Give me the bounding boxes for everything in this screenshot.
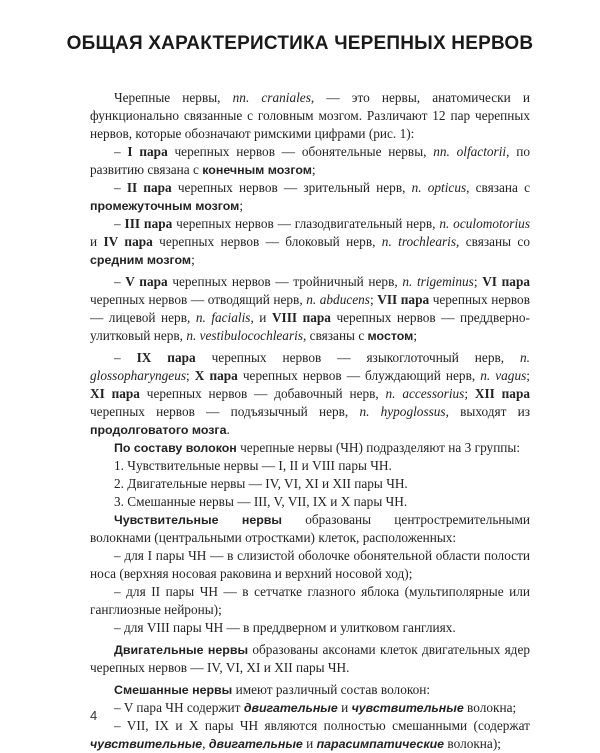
text-run: волокна); (444, 736, 501, 751)
text-run: n. vestibulocochlearis (186, 328, 304, 343)
text-run: n. opticus (411, 180, 467, 195)
text-run: чувствительные (351, 701, 464, 715)
text-run: ; (526, 368, 530, 383)
paragraph (90, 457, 530, 475)
paragraph (90, 475, 530, 493)
text-run: По составу волокон (114, 441, 237, 455)
paragraph (90, 215, 530, 269)
paragraph (90, 681, 530, 699)
text-run: – для VIII пары ЧН — в преддверном и улитковом ганглиях. (114, 620, 456, 635)
text-run: черепных нервов — преддверно-улитковый нерв, (90, 310, 530, 343)
text-run: промежуточным мозгом (90, 199, 240, 213)
text-run: XII пара (474, 386, 530, 401)
text-run: , по развитию связана с (90, 144, 530, 177)
text-run: ; (311, 162, 316, 177)
text-run: IX пара (136, 350, 196, 365)
text-run: парасимпатические (316, 737, 445, 751)
text-run: и (90, 234, 104, 249)
text-run: n. vagus (480, 368, 527, 383)
text-run: черепные нервы (ЧН) подразделяют на 3 группы: (236, 440, 521, 455)
text-run: черепных нервов — отводящий нерв, (90, 292, 307, 307)
text-run: черепных нервов — добавочный нерв, (139, 386, 386, 401)
text-run: чувствительные (90, 737, 203, 751)
text-run: – (114, 144, 128, 159)
text-run: 3. Смешанные нервы — III, V, VII, IX и X пары ЧН. (114, 494, 408, 509)
text-run: средним мозгом (90, 253, 192, 267)
text-run: черепных нервов — блуждающий нерв, (237, 368, 481, 383)
text-run: , — это нервы, анатомически и функционально связанные с головным мозгом. Различают 12 пар черепных нервов, которые обозначают римскими цифрами (рис. 1): (90, 90, 531, 141)
text-run: , и (250, 310, 272, 325)
text-run: nn. olfactorii (433, 144, 507, 159)
text-run: – (114, 274, 126, 289)
text-run: n. trigeminus (402, 274, 474, 289)
text-run: n. trochlearis (381, 234, 457, 249)
text-run: ; (464, 386, 475, 401)
text-run: конечным мозгом (202, 163, 312, 177)
paragraph (90, 511, 530, 547)
text-run: VI пара (482, 274, 530, 289)
text-run: двигательные (243, 701, 338, 715)
paragraph (90, 143, 530, 179)
page-number: 4 (90, 708, 98, 723)
paragraph (90, 439, 530, 457)
text-run: 2. Двигательные нервы — IV, VI, XI и XII пары ЧН. (114, 476, 408, 491)
text-run: III пара (124, 216, 173, 231)
text-run: n. oculomotorius (439, 216, 531, 231)
text-run: X пара (194, 368, 238, 383)
page-title: ОБЩАЯ ХАРАКТЕРИСТИКА ЧЕРЕПНЫХ НЕРВОВ (66, 33, 534, 54)
text-run: Смешанные нервы (114, 683, 233, 697)
text-run: IV пара (103, 234, 153, 249)
text-run: – V пара ЧН содержит (114, 700, 244, 715)
text-run: черепных нервов — глазодвигательный нерв, (172, 216, 440, 231)
text-run: V пара (125, 274, 168, 289)
text-run: черепных нервов — блоковый нерв, (152, 234, 382, 249)
text-run: черепных нервов — зрительный нерв, (171, 180, 412, 195)
text-run: , (202, 736, 209, 751)
text-run: . (226, 422, 230, 437)
text-run: , связаны со (456, 234, 530, 249)
text-run: , связана с (466, 180, 531, 195)
text-run: II пара (126, 180, 172, 195)
text-run: – (114, 350, 137, 365)
text-run: Двигательные нервы (114, 643, 249, 657)
text-run: n. abducens (306, 292, 370, 307)
text-run: 1. Чувствительные нервы — I, II и VIII пары ЧН. (114, 458, 392, 473)
text-run: ; (369, 292, 378, 307)
text-run: имеют различный состав волокон: (232, 682, 431, 697)
text-run: ; (413, 328, 418, 343)
text-run: , выходят из (445, 404, 531, 419)
text-run: ; (191, 252, 195, 267)
text-run: двигательные (208, 737, 303, 751)
paragraph (90, 583, 530, 619)
text-run: мостом (367, 329, 414, 343)
document-body (90, 89, 530, 753)
paragraph (90, 717, 530, 753)
text-run: – для II пары ЧН — в сетчатке глазного яблока (мультиполярные или ганглиозные нейроны); (90, 584, 530, 617)
paragraph (90, 641, 530, 677)
paragraph (90, 493, 530, 511)
paragraph (90, 273, 530, 345)
text-run: I пара (127, 144, 168, 159)
text-run: Чувствительные нервы (114, 513, 282, 527)
text-run: черепных нервов — языкоглоточный нерв, (195, 350, 521, 365)
text-run: VIII пара (271, 310, 331, 325)
paragraph (90, 547, 530, 583)
text-run: – для I пары ЧН — в слизистой оболочке обонятельной области полости носа (верхняя носовая раковина и верхний носовой ход); (90, 548, 530, 581)
text-run: – VII, IX и X пары ЧН являются полностью смешанными (содержат (114, 718, 530, 733)
text-run: nn. craniales (232, 90, 311, 105)
text-run: XI пара (90, 386, 140, 401)
text-run: волокна; (463, 700, 517, 715)
text-run: ; (239, 198, 244, 213)
text-run: n. accessorius (385, 386, 465, 401)
text-run: n. hypoglossus (359, 404, 446, 419)
text-run: Черепные нервы, (114, 90, 233, 105)
text-run: и (302, 736, 317, 751)
text-run: черепных нервов — подъязычный нерв, (90, 404, 360, 419)
text-run: ; (473, 274, 483, 289)
paragraph (90, 349, 530, 439)
text-run: черепных нервов — обонятельные нервы, (167, 144, 434, 159)
text-run: VII пара (377, 292, 430, 307)
paragraph (90, 179, 530, 215)
text-run: n. facialis (195, 310, 251, 325)
text-run: ; (186, 368, 195, 383)
paragraph (90, 699, 530, 717)
text-run: и (337, 700, 352, 715)
text-run: – (114, 180, 127, 195)
text-run: продолговатого мозга (90, 423, 227, 437)
text-run: , связаны с (303, 328, 368, 343)
text-run: черепных нервов — тройничный нерв, (167, 274, 403, 289)
paragraph (90, 619, 530, 637)
paragraph (90, 89, 530, 143)
text-run: – (114, 216, 125, 231)
text-run: образованы центростремительными волокнами (центральными отростками) клеток, расположенных: (90, 512, 530, 545)
text-run: черепных нервов — лицевой нерв, (90, 292, 530, 325)
text-run: n. glossopharyngeus (90, 350, 530, 383)
text-run: образованы аксонами клеток двигательных ядер черепных нервов — IV, VI, XI и XII пары ЧН. (90, 642, 530, 675)
